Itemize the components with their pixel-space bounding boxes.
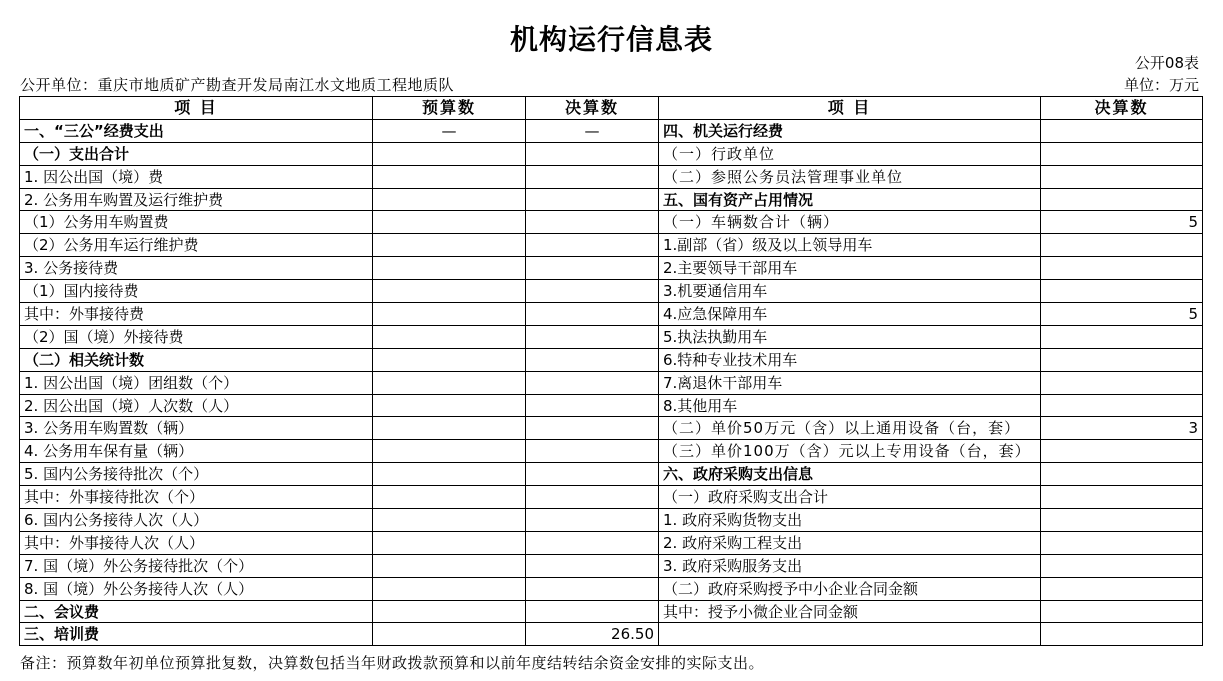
- table-row: [20, 280, 1203, 303]
- right-final-value: [1041, 348, 1203, 371]
- table-row: [20, 417, 1203, 440]
- right-item: [659, 623, 1041, 646]
- footnote: 备注：预算数年初单位预算批复数，决算数包括当年财政拨款预算和以前年度结转结余资金安排的实际支出。: [20, 654, 765, 672]
- left-item: （2）国（境）外接待费: [20, 325, 373, 348]
- final-value: [526, 417, 659, 440]
- header-item-right: 项 目: [659, 97, 1041, 120]
- budget-value: [373, 234, 526, 257]
- budget-value: [373, 325, 526, 348]
- budget-value: [373, 440, 526, 463]
- final-value: [526, 440, 659, 463]
- left-item: （2）公务用车运行维护费: [20, 234, 373, 257]
- right-final-value: [1041, 600, 1203, 623]
- right-final-value: [1041, 142, 1203, 165]
- left-item: 二、会议费: [20, 600, 373, 623]
- left-item: 1. 因公出国（境）费: [20, 165, 373, 188]
- left-item: 3. 公务用车购置数（辆）: [20, 417, 373, 440]
- left-item: 4. 公务用车保有量（辆）: [20, 440, 373, 463]
- table-row: [20, 234, 1203, 257]
- table-row: [20, 486, 1203, 509]
- table-row: [20, 165, 1203, 188]
- final-value: [526, 394, 659, 417]
- right-item: 1.副部（省）级及以上领导用车: [659, 234, 1041, 257]
- right-item: （一）行政单位: [659, 142, 1041, 165]
- budget-value: [373, 554, 526, 577]
- final-value: [526, 577, 659, 600]
- table-row: [20, 188, 1203, 211]
- table-row: [20, 577, 1203, 600]
- right-item: 其中：授予小微企业合同金额: [659, 600, 1041, 623]
- right-final-value: [1041, 394, 1203, 417]
- page-title: 机构运行信息表: [509, 23, 713, 56]
- table-row: [20, 463, 1203, 486]
- left-item: 其中：外事接待人次（人）: [20, 531, 373, 554]
- right-item: （一）政府采购支出合计: [659, 486, 1041, 509]
- budget-value: [373, 531, 526, 554]
- table-row: [20, 142, 1203, 165]
- right-final-value: [1041, 165, 1203, 188]
- left-item: 2. 因公出国（境）人次数（人）: [20, 394, 373, 417]
- left-item: 5. 国内公务接待批次（个）: [20, 463, 373, 486]
- table-row: [20, 371, 1203, 394]
- budget-value: [373, 371, 526, 394]
- right-final-value: [1041, 440, 1203, 463]
- right-item: 7.离退休干部用车: [659, 371, 1041, 394]
- final-value: 26.50: [526, 623, 659, 646]
- right-final-value: [1041, 325, 1203, 348]
- right-item: （二）政府采购授予中小企业合同金额: [659, 577, 1041, 600]
- final-value: [526, 463, 659, 486]
- budget-value: [373, 211, 526, 234]
- table-row: [20, 394, 1203, 417]
- right-item: 1. 政府采购货物支出: [659, 509, 1041, 532]
- left-item: 一、“三公”经费支出: [20, 119, 373, 142]
- budget-value: [373, 303, 526, 326]
- right-final-value: 5: [1041, 211, 1203, 234]
- right-item: （二）单价50万元（含）以上通用设备（台，套）: [659, 417, 1041, 440]
- right-final-value: [1041, 623, 1203, 646]
- info-table: [19, 96, 1203, 646]
- right-final-value: 5: [1041, 303, 1203, 326]
- table-row: [20, 554, 1203, 577]
- budget-value: —: [373, 119, 526, 142]
- right-item: （一）车辆数合计（辆）: [659, 211, 1041, 234]
- left-item: 7. 国（境）外公务接待批次（个）: [20, 554, 373, 577]
- table-row: [20, 119, 1203, 142]
- final-value: [526, 188, 659, 211]
- right-final-value: [1041, 531, 1203, 554]
- right-final-value: [1041, 463, 1203, 486]
- final-value: [526, 554, 659, 577]
- final-value: [526, 486, 659, 509]
- left-item: 3. 公务接待费: [20, 257, 373, 280]
- right-item: 6.特种专业技术用车: [659, 348, 1041, 371]
- right-item: 2. 政府采购工程支出: [659, 531, 1041, 554]
- final-value: —: [526, 119, 659, 142]
- budget-value: [373, 348, 526, 371]
- table-row: [20, 303, 1203, 326]
- right-item: 四、机关运行经费: [659, 119, 1041, 142]
- right-final-value: [1041, 509, 1203, 532]
- table-row: [20, 623, 1203, 646]
- right-item: 4.应急保障用车: [659, 303, 1041, 326]
- right-item: 六、政府采购支出信息: [659, 463, 1041, 486]
- left-item: 1. 因公出国（境）团组数（个）: [20, 371, 373, 394]
- left-item: 6. 国内公务接待人次（人）: [20, 509, 373, 532]
- right-final-value: [1041, 119, 1203, 142]
- header-item-left: 项 目: [20, 97, 373, 120]
- right-final-value: [1041, 577, 1203, 600]
- budget-value: [373, 165, 526, 188]
- budget-value: [373, 257, 526, 280]
- final-value: [526, 257, 659, 280]
- right-item: （三）单价100万（含）元以上专用设备（台，套）: [659, 440, 1041, 463]
- left-item: 三、培训费: [20, 623, 373, 646]
- right-item: 3.机要通信用车: [659, 280, 1041, 303]
- reporting-unit: 公开单位：重庆市地质矿产勘查开发局南江水文地质工程地质队: [20, 76, 455, 94]
- right-final-value: [1041, 234, 1203, 257]
- right-final-value: 3: [1041, 417, 1203, 440]
- right-item: 2.主要领导干部用车: [659, 257, 1041, 280]
- table-row: [20, 600, 1203, 623]
- form-number: 公开08表: [1134, 54, 1199, 72]
- right-item: （二）参照公务员法管理事业单位: [659, 165, 1041, 188]
- left-item: （二）相关统计数: [20, 348, 373, 371]
- table-row: [20, 211, 1203, 234]
- right-final-value: [1041, 371, 1203, 394]
- right-final-value: [1041, 486, 1203, 509]
- final-value: [526, 371, 659, 394]
- header-budget: 预算数: [373, 97, 526, 120]
- right-final-value: [1041, 280, 1203, 303]
- final-value: [526, 280, 659, 303]
- final-value: [526, 600, 659, 623]
- left-item: （1）国内接待费: [20, 280, 373, 303]
- budget-value: [373, 509, 526, 532]
- final-value: [526, 211, 659, 234]
- right-final-value: [1041, 554, 1203, 577]
- final-value: [526, 325, 659, 348]
- header-row: [20, 97, 1203, 120]
- budget-value: [373, 417, 526, 440]
- left-item: （一）支出合计: [20, 142, 373, 165]
- table-row: [20, 440, 1203, 463]
- left-item: 其中：外事接待费: [20, 303, 373, 326]
- table-row: [20, 325, 1203, 348]
- left-item: 其中：外事接待批次（个）: [20, 486, 373, 509]
- right-final-value: [1041, 257, 1203, 280]
- right-item: 五、国有资产占用情况: [659, 188, 1041, 211]
- header-final-right: 决算数: [1041, 97, 1203, 120]
- budget-value: [373, 463, 526, 486]
- right-item: 3. 政府采购服务支出: [659, 554, 1041, 577]
- header-final-left: 决算数: [526, 97, 659, 120]
- final-value: [526, 348, 659, 371]
- table-row: [20, 348, 1203, 371]
- budget-value: [373, 188, 526, 211]
- table-row: [20, 531, 1203, 554]
- budget-value: [373, 280, 526, 303]
- left-item: （1）公务用车购置费: [20, 211, 373, 234]
- budget-value: [373, 623, 526, 646]
- left-item: 2. 公务用车购置及运行维护费: [20, 188, 373, 211]
- budget-value: [373, 394, 526, 417]
- table-row: [20, 509, 1203, 532]
- budget-value: [373, 577, 526, 600]
- final-value: [526, 165, 659, 188]
- final-value: [526, 303, 659, 326]
- left-item: 8. 国（境）外公务接待人次（人）: [20, 577, 373, 600]
- currency-unit: 单位：万元: [1123, 76, 1199, 94]
- final-value: [526, 142, 659, 165]
- budget-value: [373, 142, 526, 165]
- right-final-value: [1041, 188, 1203, 211]
- budget-value: [373, 600, 526, 623]
- budget-value: [373, 486, 526, 509]
- table-row: [20, 257, 1203, 280]
- final-value: [526, 509, 659, 532]
- right-item: 8.其他用车: [659, 394, 1041, 417]
- final-value: [526, 234, 659, 257]
- right-item: 5.执法执勤用车: [659, 325, 1041, 348]
- final-value: [526, 531, 659, 554]
